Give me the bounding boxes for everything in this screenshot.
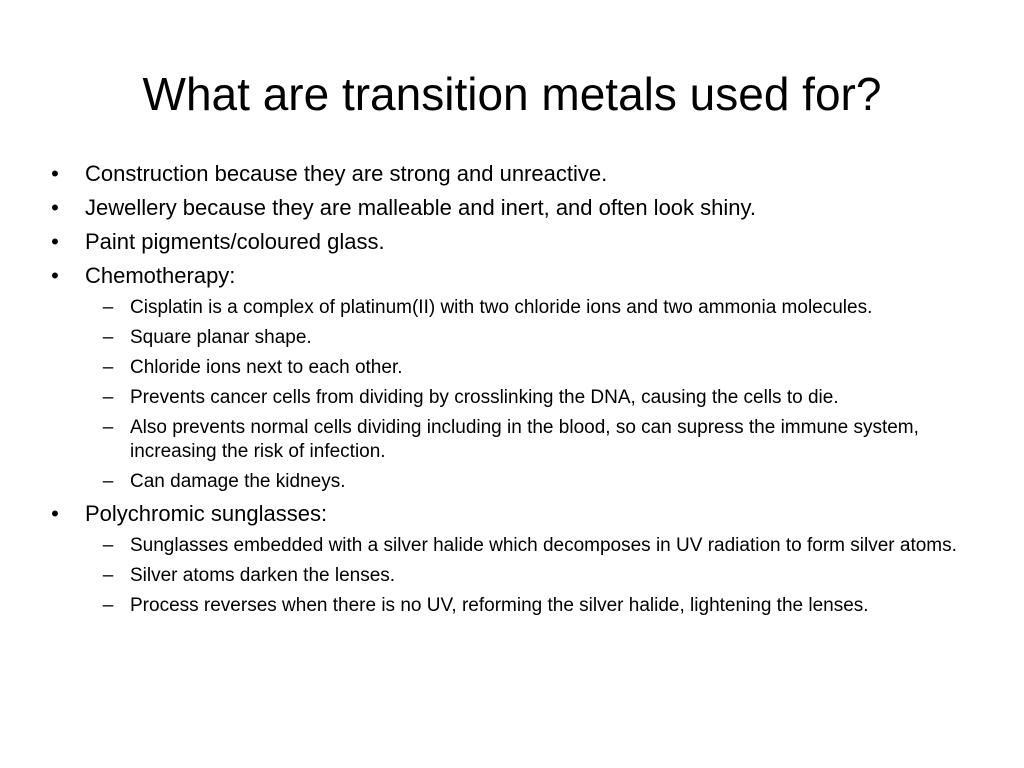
sub-bullet-text: Sunglasses embedded with a silver halide which decomposes in UV radiation to form silver atoms. [130,535,957,556]
sub-bullet-text: Can damage the kidneys. [130,471,346,492]
sub-bullet-text: Process reverses when there is no UV, reforming the silver halide, lightening the lenses. [130,595,869,616]
bullet-marker: • [51,161,59,186]
sub-bullet-marker: – [102,327,114,348]
sub-bullet-item [102,323,970,353]
sub-bullet-text: Square planar shape. [130,327,312,348]
bullet-text: Construction because they are strong and unreactive. [85,161,608,186]
bullet-text: Chemotherapy: [85,263,236,288]
sub-bullet-text: Silver atoms darken the lenses. [130,565,396,586]
sub-bullet-text: Chloride ions next to each other. [130,357,403,378]
sub-bullet-marker: – [102,357,114,378]
bullet-marker: • [51,195,59,220]
sub-bullet-item [102,293,970,323]
sub-bullet-item [102,353,970,383]
sub-bullet-marker: – [102,297,114,318]
bullet-item [51,259,965,293]
sub-bullet-text: Cisplatin is a complex of platinum(II) with two chloride ions and two ammonia molecules. [130,297,873,318]
sub-bullet-item [102,413,970,467]
sub-bullet-marker: – [102,417,114,438]
bullet-marker: • [51,263,59,288]
bullet-marker: • [51,229,59,254]
bullet-item [51,157,965,191]
sub-bullet-marker: – [102,471,114,492]
bullet-text: Jewellery because they are malleable and inert, and often look shiny. [85,195,756,220]
sub-bullet-marker: – [102,565,114,586]
sub-bullet-marker: – [102,535,114,556]
sub-bullet-text: Also prevents normal cells dividing including in the blood, so can supress the immune system, increasing the risk of infection. [130,417,919,462]
bullet-item [51,497,965,531]
sub-bullet-item [102,531,970,561]
bullet-marker: • [51,501,59,526]
slide-title: What are transition metals used for? [142,68,882,120]
bullet-list [0,157,1024,621]
sub-bullet-text: Prevents cancer cells from dividing by crosslinking the DNA, causing the cells to die. [130,387,839,408]
bullet-text: Paint pigments/coloured glass. [85,229,385,254]
sub-bullet-marker: – [102,387,114,408]
bullet-item [51,191,965,225]
sub-bullet-item [102,383,970,413]
sub-bullet-item [102,561,970,591]
sub-bullet-item [102,591,970,621]
bullet-text: Polychromic sunglasses: [85,501,328,526]
sub-bullet-marker: – [102,595,114,616]
bullet-item [51,225,965,259]
sub-bullet-item [102,467,970,497]
